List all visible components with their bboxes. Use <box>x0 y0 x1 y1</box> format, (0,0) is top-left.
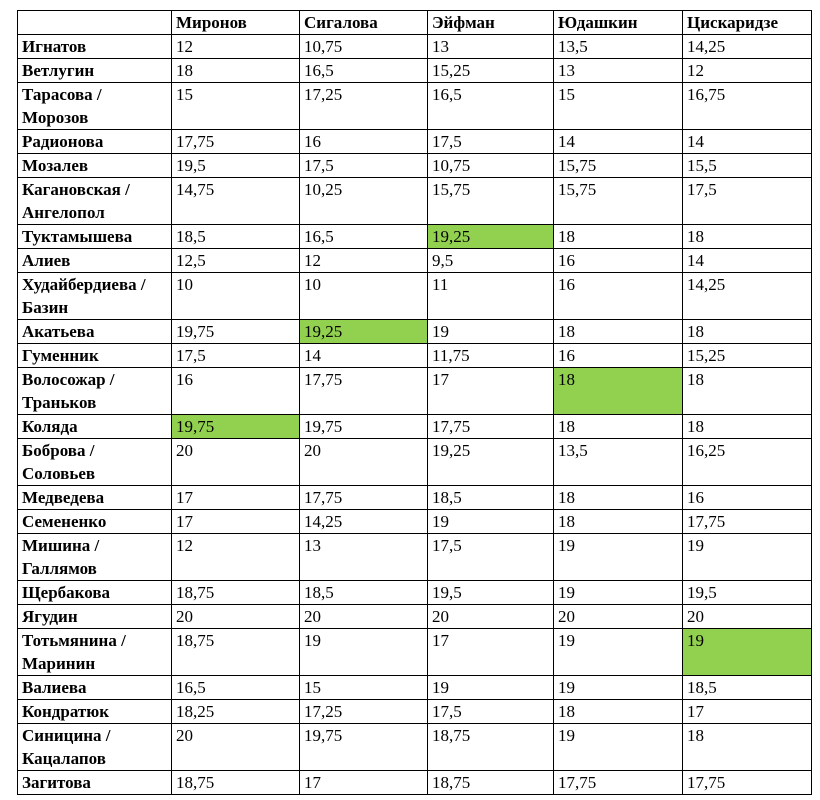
score-cell: 17 <box>300 771 428 795</box>
athlete-name-cell: Тарасова / Морозов <box>18 83 172 130</box>
score-cell: 20 <box>300 439 428 486</box>
score-cell: 18 <box>554 320 683 344</box>
score-cell: 15,75 <box>554 154 683 178</box>
table-row <box>18 534 812 581</box>
table-row <box>18 439 812 486</box>
score-cell: 16,5 <box>300 225 428 249</box>
score-cell: 20 <box>172 724 300 771</box>
score-cell: 10 <box>300 273 428 320</box>
score-cell: 19 <box>554 676 683 700</box>
score-cell: 18,5 <box>428 486 554 510</box>
score-cell: 14 <box>300 344 428 368</box>
score-cell: 17,75 <box>683 771 812 795</box>
score-cell: 16 <box>683 486 812 510</box>
table-row <box>18 510 812 534</box>
score-cell: 17,75 <box>554 771 683 795</box>
score-cell: 13 <box>300 534 428 581</box>
score-cell: 19,75 <box>172 320 300 344</box>
table-row <box>18 344 812 368</box>
score-cell: 13,5 <box>554 439 683 486</box>
table-row <box>18 273 812 320</box>
athlete-name-cell: Валиева <box>18 676 172 700</box>
score-cell: 20 <box>172 605 300 629</box>
score-cell: 19 <box>554 629 683 676</box>
score-cell: 18,75 <box>428 724 554 771</box>
score-cell: 14,25 <box>683 273 812 320</box>
score-cell: 17,5 <box>428 700 554 724</box>
score-cell: 17 <box>172 510 300 534</box>
score-cell: 18 <box>683 415 812 439</box>
athlete-name-cell: Коляда <box>18 415 172 439</box>
athlete-name-cell: Медведева <box>18 486 172 510</box>
score-cell: 15 <box>554 83 683 130</box>
score-cell: 17,5 <box>172 344 300 368</box>
score-cell: 19,5 <box>172 154 300 178</box>
score-cell: 16,75 <box>683 83 812 130</box>
score-cell: 17,75 <box>428 415 554 439</box>
score-cell: 19,75 <box>300 415 428 439</box>
table-row <box>18 320 812 344</box>
score-cell: 18 <box>554 225 683 249</box>
table-row <box>18 178 812 225</box>
score-cell: 14 <box>683 249 812 273</box>
score-cell: 18,75 <box>172 581 300 605</box>
score-cell: 19,25 <box>428 439 554 486</box>
score-cell: 20 <box>554 605 683 629</box>
athlete-name-cell: Мозалев <box>18 154 172 178</box>
athlete-name-cell: Синицина / Кацалапов <box>18 724 172 771</box>
score-cell: 15,75 <box>428 178 554 225</box>
table-row <box>18 59 812 83</box>
score-cell: 10,75 <box>300 35 428 59</box>
score-table <box>17 10 812 795</box>
table-row <box>18 605 812 629</box>
score-cell: 14,25 <box>300 510 428 534</box>
table-row <box>18 225 812 249</box>
score-cell: 18 <box>683 368 812 415</box>
score-cell: 18 <box>554 700 683 724</box>
score-cell: 20 <box>300 605 428 629</box>
score-cell: 17,25 <box>300 700 428 724</box>
score-cell: 18 <box>554 415 683 439</box>
score-cell: 13,5 <box>554 35 683 59</box>
score-cell: 17,5 <box>428 130 554 154</box>
highlighted-score-cell: 18 <box>554 368 683 415</box>
score-cell: 15,75 <box>554 178 683 225</box>
score-cell: 16,5 <box>428 83 554 130</box>
table-row <box>18 368 812 415</box>
athlete-name-cell: Кондратюк <box>18 700 172 724</box>
score-cell: 18 <box>172 59 300 83</box>
column-header: Юдашкин <box>554 11 683 35</box>
score-cell: 17 <box>172 486 300 510</box>
score-cell: 15,25 <box>683 344 812 368</box>
score-cell: 19 <box>554 724 683 771</box>
score-cell: 18,75 <box>172 771 300 795</box>
score-cell: 18,5 <box>172 225 300 249</box>
athlete-name-cell: Ветлугин <box>18 59 172 83</box>
athlete-name-cell: Тотьмянина / Маринин <box>18 629 172 676</box>
score-cell: 19 <box>683 534 812 581</box>
score-cell: 19 <box>300 629 428 676</box>
athlete-name-cell: Игнатов <box>18 35 172 59</box>
table-row <box>18 35 812 59</box>
score-cell: 18 <box>554 510 683 534</box>
score-cell: 19,5 <box>428 581 554 605</box>
score-cell: 17 <box>428 368 554 415</box>
score-cell: 14 <box>554 130 683 154</box>
score-cell: 16,5 <box>300 59 428 83</box>
score-cell: 18 <box>683 724 812 771</box>
table-row <box>18 724 812 771</box>
score-cell: 18 <box>683 225 812 249</box>
score-cell: 12 <box>300 249 428 273</box>
highlighted-score-cell: 19,25 <box>300 320 428 344</box>
athlete-name-cell: Кагановская / Ангелопол <box>18 178 172 225</box>
athlete-name-cell: Акатьева <box>18 320 172 344</box>
score-cell: 17,25 <box>300 83 428 130</box>
table-row <box>18 83 812 130</box>
score-cell: 11,75 <box>428 344 554 368</box>
score-cell: 19 <box>554 581 683 605</box>
highlighted-score-cell: 19 <box>683 629 812 676</box>
athlete-name-cell: Загитова <box>18 771 172 795</box>
score-cell: 17 <box>428 629 554 676</box>
score-cell: 16 <box>554 249 683 273</box>
score-cell: 11 <box>428 273 554 320</box>
score-cell: 18,5 <box>300 581 428 605</box>
score-cell: 13 <box>554 59 683 83</box>
table-row <box>18 415 812 439</box>
table-row <box>18 771 812 795</box>
table-body <box>18 35 812 795</box>
score-cell: 17,5 <box>428 534 554 581</box>
score-cell: 18 <box>683 320 812 344</box>
score-cell: 10,75 <box>428 154 554 178</box>
score-cell: 18,75 <box>172 629 300 676</box>
column-header: Сигалова <box>300 11 428 35</box>
highlighted-score-cell: 19,25 <box>428 225 554 249</box>
table-row <box>18 486 812 510</box>
score-cell: 17,5 <box>300 154 428 178</box>
athlete-name-cell: Туктамышева <box>18 225 172 249</box>
table-row <box>18 154 812 178</box>
athlete-name-cell: Гуменник <box>18 344 172 368</box>
header-corner-cell <box>18 11 172 35</box>
score-cell: 18 <box>554 486 683 510</box>
athlete-name-cell: Радионова <box>18 130 172 154</box>
score-cell: 12 <box>172 35 300 59</box>
score-cell: 19,5 <box>683 581 812 605</box>
score-cell: 10 <box>172 273 300 320</box>
table-row <box>18 676 812 700</box>
athlete-name-cell: Худайбердиева / Базин <box>18 273 172 320</box>
score-cell: 19,75 <box>300 724 428 771</box>
score-cell: 10,25 <box>300 178 428 225</box>
header-row <box>18 11 812 35</box>
score-cell: 18,5 <box>683 676 812 700</box>
athlete-name-cell: Мишина / Галлямов <box>18 534 172 581</box>
score-cell: 15,5 <box>683 154 812 178</box>
score-cell: 16 <box>172 368 300 415</box>
score-cell: 16,5 <box>172 676 300 700</box>
score-cell: 18,25 <box>172 700 300 724</box>
score-cell: 12 <box>683 59 812 83</box>
score-cell: 17,75 <box>683 510 812 534</box>
score-cell: 13 <box>428 35 554 59</box>
table-row <box>18 130 812 154</box>
athlete-name-cell: Алиев <box>18 249 172 273</box>
score-cell: 20 <box>428 605 554 629</box>
score-cell: 19 <box>428 510 554 534</box>
score-cell: 19 <box>554 534 683 581</box>
score-cell: 12,5 <box>172 249 300 273</box>
score-cell: 15 <box>300 676 428 700</box>
score-cell: 16,25 <box>683 439 812 486</box>
score-cell: 14,75 <box>172 178 300 225</box>
athlete-name-cell: Щербакова <box>18 581 172 605</box>
athlete-name-cell: Ягудин <box>18 605 172 629</box>
score-cell: 20 <box>683 605 812 629</box>
score-cell: 16 <box>300 130 428 154</box>
score-cell: 17,75 <box>172 130 300 154</box>
score-cell: 14,25 <box>683 35 812 59</box>
score-cell: 9,5 <box>428 249 554 273</box>
table-row <box>18 249 812 273</box>
score-cell: 16 <box>554 344 683 368</box>
table-row <box>18 700 812 724</box>
score-cell: 19 <box>428 320 554 344</box>
score-cell: 15,25 <box>428 59 554 83</box>
score-cell: 17,75 <box>300 486 428 510</box>
score-cell: 17,5 <box>683 178 812 225</box>
athlete-name-cell: Волосожар / Траньков <box>18 368 172 415</box>
score-cell: 16 <box>554 273 683 320</box>
score-cell: 18,75 <box>428 771 554 795</box>
athlete-name-cell: Семененко <box>18 510 172 534</box>
score-cell: 12 <box>172 534 300 581</box>
table-row <box>18 629 812 676</box>
column-header: Миронов <box>172 11 300 35</box>
score-cell: 15 <box>172 83 300 130</box>
score-cell: 14 <box>683 130 812 154</box>
table-row <box>18 581 812 605</box>
column-header: Эйфман <box>428 11 554 35</box>
score-cell: 17,75 <box>300 368 428 415</box>
score-cell: 17 <box>683 700 812 724</box>
athlete-name-cell: Боброва / Соловьев <box>18 439 172 486</box>
highlighted-score-cell: 19,75 <box>172 415 300 439</box>
score-cell: 20 <box>172 439 300 486</box>
score-cell: 19 <box>428 676 554 700</box>
column-header: Цискаридзе <box>683 11 812 35</box>
